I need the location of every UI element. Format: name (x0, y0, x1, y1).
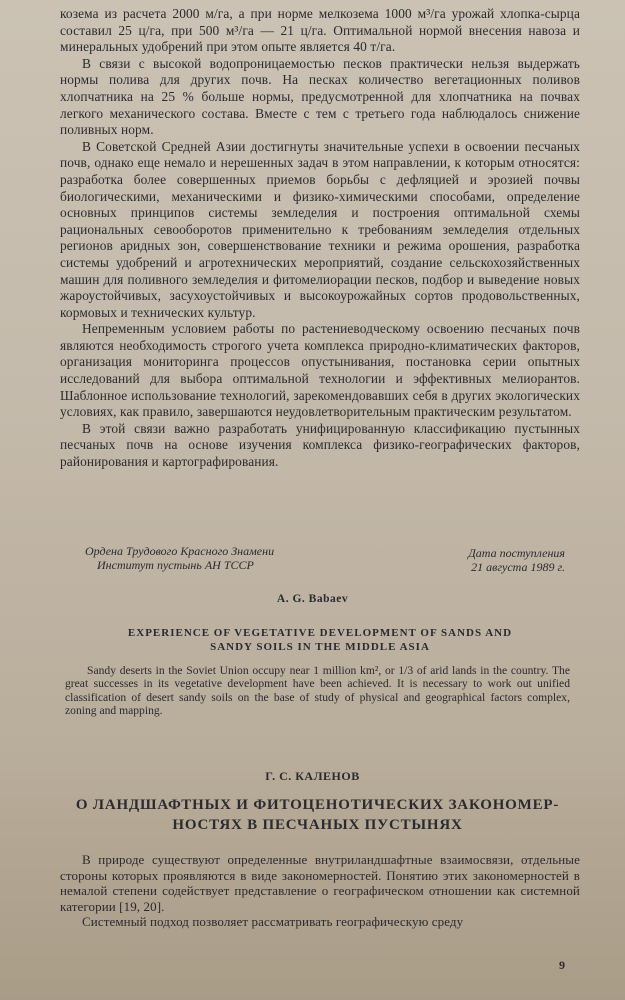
article-title-russian (45, 795, 590, 835)
section-1-body (60, 6, 580, 471)
paragraph-continuation: козема из расчета 2000 м/га, а при норме мелкозема 1000 м³/га урожай хлопка-сырца составил 25 ц/га, при 500 м³/га — 21 ц/га. Оптимальной нормой внесения навоза и минеральных удобрений при этом опыте является 40 т/га. (60, 6, 580, 55)
paragraph-irrigation: В связи с высокой водопроницаемостью песков практически нельзя выдержать нормы полива для других почв. На песках количество вегетационных поливов хлопчатника на 25 % больше нормы, предусмотренной для хлопчатника на почвах легкого механического состава. Вместе с тем с третьего года наблюдалось снижение поливных норм. (60, 55, 580, 138)
institution-affiliation (85, 544, 274, 572)
institution-line-1: Ордена Трудового Красного Знамени (85, 544, 275, 558)
title-russian-line-2: НОСТЯХ В ПЕСЧАНЫХ ПУСТЫНЯХ (172, 817, 463, 833)
paragraph-regularities: В природе существуют определенные внутриландшафтные взаимосвязи, отдельные стороны которых проявляются в виде закономерностей. Понятию этих закономерностей в немалой степени содействует представление о географическом отношении как системной категории [19, 20]. (60, 852, 580, 914)
paragraph-conditions: Непременным условием работы по растениеводческому освоению песчаных почв являются необходимость строгого учета комплекса природно-климатических факторов, организация мониторинга процессов опустынивания, постановка серии опытных исследований для выбора оптимальной технологии и эффективных мелиорантов. Шаблонное использование технологий, зарекомендовавших себя в других экологических условиях, как правило, завершаются неудовлетворительным практическим результатом. (60, 321, 580, 420)
section-3-body (60, 852, 580, 930)
received-value: 21 августа 1989 г. (471, 560, 565, 574)
author-english: A. G. Babaev (276, 593, 349, 605)
title-english-line-1: EXPERIENCE OF VEGETATIVE DEVELOPMENT OF SANDS AND (127, 627, 513, 639)
page-number: 9 (559, 958, 565, 972)
received-label: Дата поступления (468, 546, 565, 560)
paragraph-classification: В этой связи важно разработать унифицированную классификацию пустынных песчаных почв на основе изучения комплекса физико-географических факторов, районирования и картографирования. (60, 420, 580, 470)
title-russian-line-1: О ЛАНДШАФТНЫХ И ФИТОЦЕНОТИЧЕСКИХ ЗАКОНОМЕР- (75, 797, 560, 813)
article-title-english (80, 626, 560, 654)
institution-line-2: Институт пустынь АН ТССР (97, 558, 254, 572)
paragraph-system-approach: Системный подход позволяет рассматривать географическую среду (82, 914, 464, 930)
paragraph-achievements: В Советской Средней Азии достигнуты значительные успехи в освоении песчаных почв, однако еще немало и нерешенных задач в этом направлении, к которым относятся: разработка более совершенных приемов борьбы с дефляцией и эрозией почвы биологическими, механическими и физико-химическими способами, определение основных принципов системы земледелия и построения оптимальной схемы рациональных севооборотов применительно к требованиям земледелия отдельных регионов аридных зон, совершенствование техники и режима орошения, разработка системы удобрений и агротехнических мероприятий, создание сельскохозяйственных машин для поливного земледелия и фитомелиорации песков, подбор и выведение новых жароустойчивых, засухоустойчивых и высокоурожайных сортов продовольственных, кормовых и технических культур. (60, 138, 580, 320)
abstract-english: Sandy deserts in the Soviet Union occupy near 1 million km², or 1/3 of arid lands in the country. The great successes in its vegetative development have been achieved. It is necessary to work out unified classification of desert sandy soils on the base of study of physical and geographical factors complex, zoning and mapping. (65, 664, 570, 718)
title-english-line-2: SANDY SOILS IN THE MIDDLE ASIA (210, 641, 430, 653)
received-date (435, 546, 565, 574)
author-russian: Г. С. КАЛЕНОВ (265, 769, 360, 783)
